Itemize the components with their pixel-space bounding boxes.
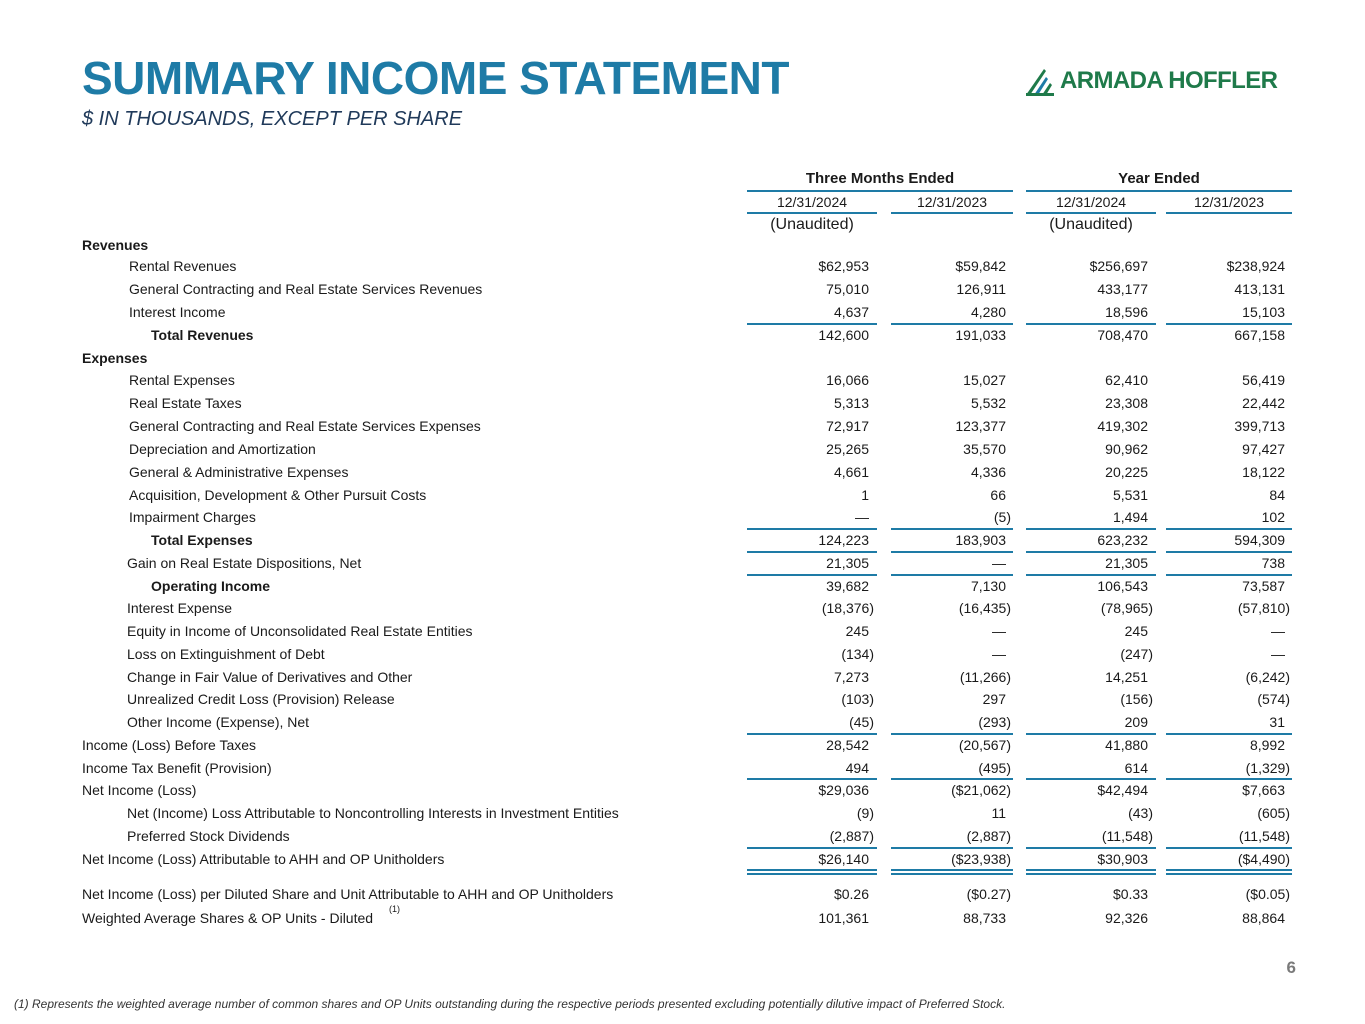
cell-value: (57,810) [1237, 600, 1290, 616]
cell-value: ($23,938) [951, 851, 1011, 867]
cell-value: 5,313 [833, 395, 869, 411]
row-label: Total Revenues [151, 327, 254, 343]
table-row [0, 848, 1365, 871]
subtotal-rule [891, 778, 1013, 780]
cell-value: 23,308 [1105, 395, 1148, 411]
subtotal-rule [1026, 528, 1156, 530]
cell-value: 738 [1261, 555, 1285, 571]
total-double-rule [747, 869, 877, 875]
cell-value: 7,130 [970, 578, 1006, 594]
cell-value: (103) [841, 691, 874, 707]
subtotal-rule [1166, 528, 1292, 530]
cell-value: $30,903 [1097, 851, 1148, 867]
cell-value: (293) [978, 714, 1011, 730]
date-underline [891, 212, 1013, 214]
table-row [0, 757, 1365, 780]
cell-value: 31 [1269, 714, 1285, 730]
cell-value: 142,600 [818, 327, 869, 343]
subtotal-rule [747, 733, 877, 735]
cell-value: 106,543 [1097, 578, 1148, 594]
table-row [0, 369, 1365, 392]
cell-value: (134) [841, 646, 874, 662]
cell-value: 124,223 [818, 532, 869, 548]
date-underline [1026, 212, 1156, 214]
cell-value: 1,494 [1112, 509, 1148, 525]
cell-value: 494 [845, 760, 869, 776]
cell-value: 245 [1124, 623, 1148, 639]
cell-value: ($0.27) [966, 886, 1011, 902]
cell-value: 62,410 [1105, 372, 1148, 388]
cell-value: 245 [845, 623, 869, 639]
cell-value: $62,953 [818, 258, 869, 274]
cell-value: 28,542 [826, 737, 869, 753]
row-label: Income (Loss) Before Taxes [82, 737, 257, 753]
row-label: Weighted Average Shares & OP Units - Diluted [82, 910, 374, 926]
cell-value: 191,033 [955, 327, 1006, 343]
cell-value: $0.33 [1112, 886, 1148, 902]
cell-value: ($21,062) [951, 782, 1011, 798]
page-subtitle: $ IN THOUSANDS, EXCEPT PER SHARE [82, 108, 463, 130]
col-date-fy-2023: 12/31/2023 [1193, 194, 1265, 210]
subtotal-rule [747, 551, 877, 553]
subtotal-rule [1166, 323, 1292, 325]
table-row [0, 688, 1365, 711]
cell-value: (11,266) [959, 669, 1011, 685]
cell-value: (5) [993, 509, 1011, 525]
cell-value: (43) [1128, 805, 1153, 821]
row-label: Other Income (Expense), Net [127, 714, 310, 730]
cell-value: 102 [1261, 509, 1285, 525]
cell-value: 15,103 [1242, 304, 1285, 320]
row-label: Change in Fair Value of Derivatives and Other [127, 669, 413, 685]
subtotal-rule [747, 574, 877, 576]
cell-value: $59,842 [955, 258, 1006, 274]
table-row: Weighted Average Shares & OP Units - Diluted (1) 101,361 88,733 92,326 88,864 [82, 904, 1285, 926]
subtotal-rule [1026, 733, 1156, 735]
cell-value: (11,548) [1101, 828, 1153, 844]
logo-text: ARMADA HOFFLER [1060, 67, 1278, 94]
cell-value: 18,596 [1105, 304, 1148, 320]
cell-value: 35,570 [963, 441, 1006, 457]
table-row [0, 779, 1365, 802]
cell-value: (9) [856, 805, 874, 821]
subtotal-rule [747, 323, 877, 325]
cell-value: 8,992 [1249, 737, 1285, 753]
subtotal-rule [747, 778, 877, 780]
cell-value: 123,377 [955, 418, 1006, 434]
cell-value: 708,470 [1097, 327, 1148, 343]
cell-value: 11 [991, 805, 1006, 821]
cell-value: 101,361 [818, 910, 869, 926]
subtotal-rule [1026, 574, 1156, 576]
cell-value: 73,587 [1242, 578, 1285, 594]
row-label: General Contracting and Real Estate Services Expenses [129, 418, 481, 434]
cell-value: 667,158 [1234, 327, 1285, 343]
table-row [0, 255, 1365, 278]
cell-value: 433,177 [1097, 281, 1148, 297]
cell-value: 75,010 [826, 281, 869, 297]
cell-value: 4,280 [970, 304, 1006, 320]
cell-value: 16,066 [826, 372, 869, 388]
table-row [0, 620, 1365, 643]
cell-value: (2,887) [966, 828, 1011, 844]
cell-value: 20,225 [1105, 464, 1148, 480]
cell-value: — [992, 646, 1006, 662]
cell-value: 4,336 [970, 464, 1006, 480]
cell-value: $256,697 [1089, 258, 1148, 274]
page-title: SUMMARY INCOME STATEMENT [82, 52, 789, 104]
cell-value: $42,494 [1097, 782, 1148, 798]
cell-value: (2,887) [829, 828, 874, 844]
subtotal-rule [891, 551, 1013, 553]
row-label: Net Income (Loss) per Diluted Share and Unit Attributable to AHH and OP Unitholders [82, 886, 614, 902]
cell-value: — [1271, 646, 1285, 662]
cell-value: 7,273 [833, 669, 869, 685]
cell-value: 92,326 [1105, 910, 1148, 926]
subtotal-rule [1026, 551, 1156, 553]
cell-value: 419,302 [1097, 418, 1148, 434]
subtotal-rule [747, 528, 877, 530]
subtotal-rule [1166, 847, 1292, 849]
table-row [0, 347, 1365, 370]
row-label: Revenues [82, 237, 149, 253]
cell-value: 56,419 [1242, 372, 1285, 388]
table-row [0, 883, 1365, 906]
row-label: Gain on Real Estate Dispositions, Net [127, 555, 362, 571]
cell-value: ($0.05) [1245, 886, 1290, 902]
date-underline [747, 212, 877, 214]
cell-value: 22,442 [1242, 395, 1285, 411]
group-underline [747, 190, 1013, 192]
row-label: Interest Income [129, 304, 226, 320]
cell-value: 14,251 [1105, 669, 1148, 685]
cell-value: (574) [1257, 691, 1290, 707]
subtotal-rule [891, 528, 1013, 530]
cell-value: — [992, 555, 1006, 571]
subtotal-rule [891, 574, 1013, 576]
row-label: Loss on Extinguishment of Debt [127, 646, 325, 662]
table-row [0, 484, 1365, 507]
table-row [0, 415, 1365, 438]
row-label: Unrealized Credit Loss (Provision) Release [127, 691, 395, 707]
cell-value: 183,903 [955, 532, 1006, 548]
cell-value: $7,663 [1242, 782, 1285, 798]
row-label: Operating Income [151, 578, 271, 594]
cell-value: (16,435) [958, 600, 1011, 616]
cell-value: 4,637 [833, 304, 869, 320]
cell-value: (18,376) [821, 600, 874, 616]
armada-hoffler-logo-icon [1024, 65, 1056, 97]
table-row [0, 666, 1365, 689]
subtotal-rule [747, 847, 877, 849]
cell-value: (605) [1257, 805, 1290, 821]
row-label: Rental Revenues [129, 258, 237, 274]
row-label: Income Tax Benefit (Provision) [82, 760, 272, 776]
table-row [0, 278, 1365, 301]
table-row [0, 643, 1365, 666]
footnote: (1) Represents the weighted average number of common shares and OP Units outstanding during the respective periods presented excluding potentially dilutive impact of Preferred Stock. [14, 997, 1006, 1011]
subtotal-rule [891, 733, 1013, 735]
col-date-q4-2024: 12/31/2024 [776, 194, 848, 210]
cell-value: (495) [978, 760, 1011, 776]
table-row [0, 438, 1365, 461]
cell-value: 72,917 [826, 418, 869, 434]
cell-value: 21,305 [826, 555, 869, 571]
row-label: Expenses [82, 350, 148, 366]
cell-value: (78,965) [1100, 600, 1153, 616]
table-row [0, 711, 1365, 734]
group-header-three-months: Three Months Ended [805, 170, 955, 187]
group-header-year: Year Ended [1118, 170, 1200, 187]
cell-value: 21,305 [1105, 555, 1148, 571]
row-label: Total Expenses [151, 532, 253, 548]
table-row [0, 575, 1365, 598]
row-label: Acquisition, Development & Other Pursuit Costs [129, 487, 427, 503]
row-label: Equity in Income of Unconsolidated Real Estate Entities [127, 623, 473, 639]
cell-value: 88,864 [1242, 910, 1285, 926]
subtotal-rule [891, 847, 1013, 849]
table-row [0, 529, 1365, 552]
table-row [0, 552, 1365, 575]
cell-value: $26,140 [818, 851, 869, 867]
subtotal-rule [1166, 778, 1292, 780]
unaudited-label: (Unaudited) [1049, 216, 1133, 233]
row-label: Interest Expense [127, 600, 233, 616]
cell-value: 84 [1269, 487, 1285, 503]
cell-value: 399,713 [1234, 418, 1285, 434]
col-date-fy-2024: 12/31/2024 [1055, 194, 1127, 210]
cell-value: (6,242) [1245, 669, 1290, 685]
cell-value: $29,036 [818, 782, 869, 798]
table-row [0, 506, 1365, 529]
cell-value: $0.26 [833, 886, 869, 902]
subtotal-rule [1166, 733, 1292, 735]
cell-value: (20,567) [958, 737, 1011, 753]
cell-value: 126,911 [956, 281, 1006, 297]
cell-value: 18,122 [1242, 464, 1285, 480]
cell-value: 5,532 [970, 395, 1006, 411]
cell-value: 614 [1124, 760, 1148, 776]
cell-value: 88,733 [963, 910, 1006, 926]
cell-value: 90,962 [1105, 441, 1148, 457]
row-label: Rental Expenses [129, 372, 235, 388]
cell-value: (247) [1120, 646, 1153, 662]
cell-value: (11,548) [1238, 828, 1290, 844]
subtotal-rule [1166, 551, 1292, 553]
cell-value: 97,427 [1242, 441, 1285, 457]
col-date-q4-2023: 12/31/2023 [916, 194, 988, 210]
cell-value: 623,232 [1097, 532, 1148, 548]
table-row [0, 461, 1365, 484]
row-label: Impairment Charges [129, 509, 256, 525]
subtotal-rule [1026, 323, 1156, 325]
cell-value: — [992, 623, 1006, 639]
group-underline [1026, 190, 1292, 192]
cell-value: 25,265 [826, 441, 869, 457]
row-label: General & Administrative Expenses [129, 464, 349, 480]
row-label: Net (Income) Loss Attributable to Noncontrolling Interests in Investment Entities [127, 805, 619, 821]
subtotal-rule [1026, 847, 1156, 849]
table-row [0, 802, 1365, 825]
row-label: Net Income (Loss) [82, 782, 197, 798]
cell-value: 1 [861, 487, 869, 503]
cell-value: 39,682 [826, 578, 869, 594]
cell-value: 297 [982, 691, 1006, 707]
cell-value: 594,309 [1234, 532, 1285, 548]
row-label: General Contracting and Real Estate Services Revenues [129, 281, 483, 297]
cell-value: (45) [849, 714, 874, 730]
row-label: Preferred Stock Dividends [127, 828, 290, 844]
table-row [0, 392, 1365, 415]
table-row [0, 301, 1365, 324]
total-double-rule [1026, 869, 1156, 875]
subtotal-rule [1166, 574, 1292, 576]
subtotal-rule [1026, 778, 1156, 780]
cell-value: 5,531 [1112, 487, 1148, 503]
row-label: Real Estate Taxes [129, 395, 242, 411]
cell-value: 41,880 [1105, 737, 1148, 753]
company-logo [1024, 64, 1277, 98]
table-row [0, 734, 1365, 757]
table-row [0, 825, 1365, 848]
cell-value: — [1271, 623, 1285, 639]
total-double-rule [1166, 869, 1292, 875]
cell-value: ($4,490) [1237, 851, 1290, 867]
cell-value: 413,131 [1234, 281, 1285, 297]
cell-value: — [855, 509, 869, 525]
table-row [0, 234, 1365, 257]
cell-value: 66 [990, 487, 1006, 503]
cell-value: 4,661 [833, 464, 869, 480]
total-double-rule [891, 869, 1013, 875]
row-label: Depreciation and Amortization [129, 441, 316, 457]
row-label: Net Income (Loss) Attributable to AHH and OP Unitholders [82, 851, 445, 867]
unaudited-label: (Unaudited) [770, 216, 854, 233]
table-row [0, 324, 1365, 347]
page-number: 6 [1286, 958, 1296, 977]
table-row [0, 597, 1365, 620]
cell-value: (156) [1120, 691, 1153, 707]
subtotal-rule [891, 323, 1013, 325]
cell-value: 209 [1124, 714, 1148, 730]
cell-value: (1,329) [1245, 760, 1290, 776]
date-underline [1166, 212, 1292, 214]
cell-value: 15,027 [963, 372, 1006, 388]
cell-value: $238,924 [1226, 258, 1285, 274]
